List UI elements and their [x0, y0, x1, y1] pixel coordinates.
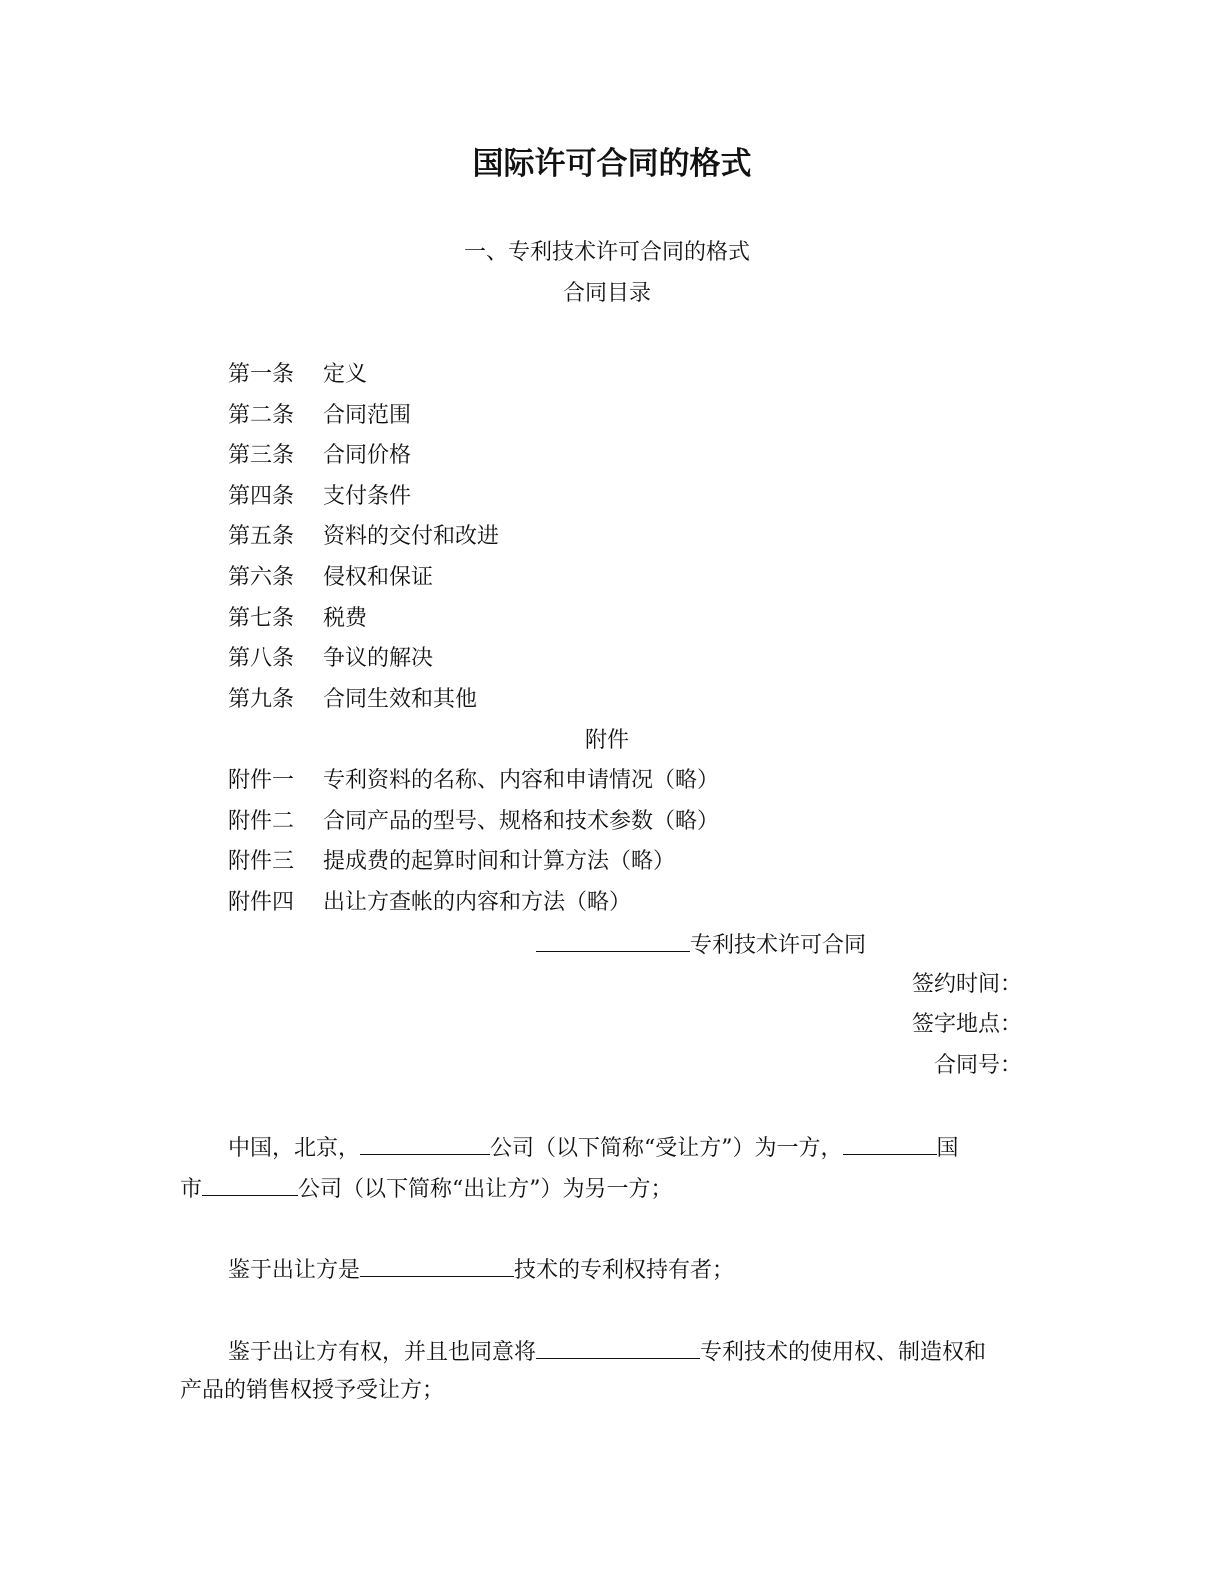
attachment-label: 合同产品的型号、规格和技术参数（略）: [323, 809, 720, 834]
text: 公司（以下简称“出让方”）为另一方；: [298, 1177, 673, 1202]
toc-heading: 合同目录: [562, 281, 651, 306]
article-number: 第一条: [228, 362, 295, 387]
article-number: 第七条: [228, 606, 295, 631]
licensor-city-company-blank[interactable]: [202, 1173, 298, 1196]
text: 鉴于出让方有权，并且也同意将: [228, 1340, 537, 1365]
toc-item: [228, 482, 411, 512]
sign-time-field: 签约时间：: [911, 972, 1022, 997]
text: 技术的专利权持有者；: [514, 1258, 735, 1283]
paragraph-whereas-grant-line1: [180, 1336, 1036, 1368]
attachment-number: 附件四: [228, 890, 295, 915]
contract-title: [536, 929, 866, 961]
toc-item: [228, 401, 411, 431]
document-title: 国际许可合同的格式: [472, 146, 752, 182]
attachment-item: [228, 807, 719, 837]
attachment-number: 附件一: [228, 768, 295, 793]
licensee-company-blank[interactable]: [360, 1132, 490, 1155]
article-number: 第二条: [228, 403, 295, 428]
attachment-item: [228, 888, 631, 918]
article-label: 合同价格: [323, 443, 412, 468]
attachment-item: [228, 766, 719, 796]
patent-technology-blank[interactable]: [536, 1336, 700, 1359]
technology-name-blank[interactable]: [360, 1254, 514, 1277]
article-label: 资料的交付和改进: [323, 524, 500, 549]
text: 鉴于出让方是: [228, 1258, 361, 1283]
toc-item: [228, 441, 411, 471]
article-label: 税费: [323, 606, 368, 631]
article-label: 争议的解决: [323, 646, 434, 671]
licensor-country-blank[interactable]: [843, 1132, 937, 1155]
article-label: 定义: [323, 362, 368, 387]
text: 国: [936, 1136, 959, 1161]
article-number: 第八条: [228, 646, 295, 671]
contract-number-field: 合同号：: [933, 1053, 1022, 1078]
text: 公司（以下简称“受让方”）为一方，: [490, 1136, 843, 1161]
contract-title-suffix: 专利技术许可合同: [690, 933, 867, 958]
article-label: 侵权和保证: [323, 565, 434, 590]
article-label: 合同范围: [323, 403, 412, 428]
attachments-heading: 附件: [584, 728, 629, 753]
contract-name-blank[interactable]: [536, 929, 690, 952]
toc-item: [228, 563, 433, 593]
text: 专利技术的使用权、制造权和: [700, 1340, 987, 1365]
attachment-number: 附件二: [228, 809, 295, 834]
attachment-label: 专利资料的名称、内容和申请情况（略）: [323, 768, 720, 793]
attachment-item: [228, 847, 675, 877]
toc-item: [228, 604, 367, 634]
paragraph-parties-line2: [180, 1173, 1036, 1205]
text: 中国，北京，: [228, 1136, 361, 1161]
article-number: 第六条: [228, 565, 295, 590]
section-heading: 一、专利技术许可合同的格式: [463, 240, 750, 265]
article-label: 支付条件: [323, 484, 412, 509]
article-number: 第三条: [228, 443, 295, 468]
attachment-label: 出让方查帐的内容和方法（略）: [323, 890, 632, 915]
article-number: 第五条: [228, 524, 295, 549]
text: 市: [180, 1177, 203, 1202]
attachment-number: 附件三: [228, 849, 295, 874]
paragraph-parties-line1: [180, 1132, 1036, 1164]
toc-item: [228, 522, 499, 552]
toc-item: [228, 644, 433, 674]
toc-item: [228, 685, 477, 715]
paragraph-whereas-grant-line2: 产品的销售权授予受让方；: [180, 1378, 445, 1403]
attachment-label: 提成费的起算时间和计算方法（略）: [323, 849, 676, 874]
paragraph-whereas-patent-holder: [180, 1254, 1036, 1286]
article-number: 第九条: [228, 687, 295, 712]
toc-item: [228, 360, 367, 390]
article-label: 合同生效和其他: [323, 687, 478, 712]
sign-place-field: 签字地点：: [911, 1012, 1022, 1037]
article-number: 第四条: [228, 484, 295, 509]
